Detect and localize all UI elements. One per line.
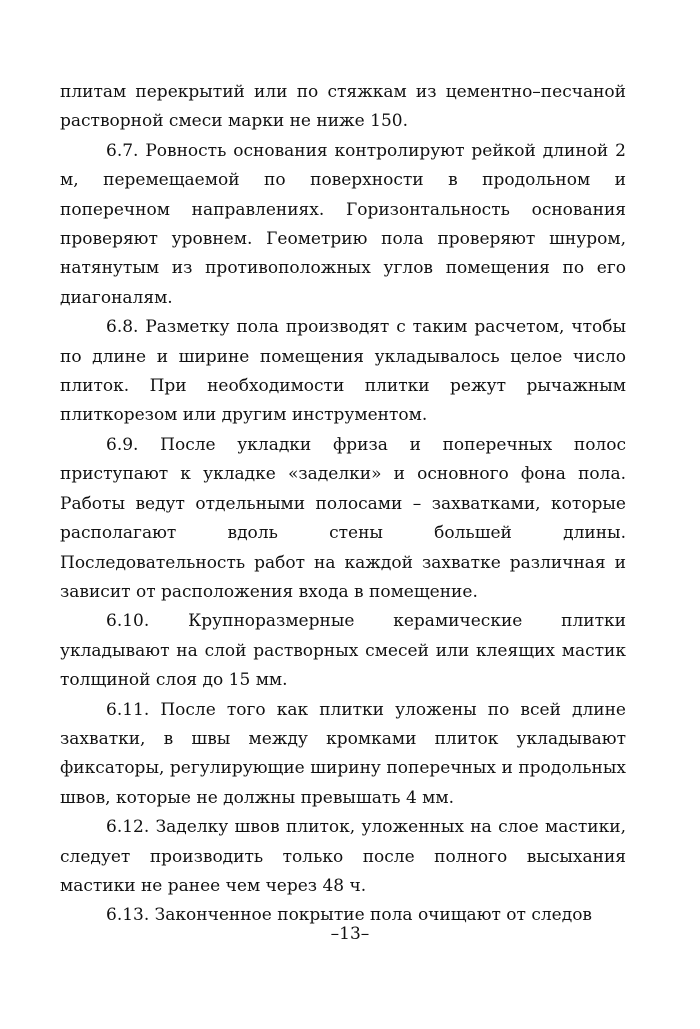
paragraph-6-12: 6.12. Заделку швов плиток, уложенных на слое мастики, следует производить только после полного высыхания мастики не ранее чем через 48 ч. <box>60 817 626 896</box>
page-number: –13– <box>330 924 370 944</box>
paragraph-6-11: 6.11. После того как плитки уложены по всей длине захватки, в швы между кромками плиток укладывают фиксаторы, регулирующие ширину поперечных и продольных швов, которые не должны превышать 4 мм. <box>60 699 626 808</box>
paragraph-6-13: 6.13. Законченное покрытие пола очищают от следов <box>106 905 592 926</box>
paragraph-6-7: 6.7. Ровность основания контролируют рейкой длиной 2 м, перемещаемой по поверхности в продольном и поперечном направлениях. Горизонтальность основания проверяют уровнем. Геометрию пола проверяют шнуром, натянутым из противоположных углов помещения по его диагоналям. <box>60 140 626 308</box>
paragraph-6-8: 6.8. Разметку пола производят с таким расчетом, чтобы по длине и ширине помещения укладывалось целое число плиток. При необходимости плитки режут рычажным плиткорезом или другим инструментом. <box>60 317 626 426</box>
paragraph-continuation: плитам перекрытий или по стяжкам из цементно–песчаной растворной смеси марки не ниже 150. <box>60 82 626 132</box>
paragraph-6-9: 6.9. После укладки фриза и поперечных полос приступают к укладке «заделки» и основного фона пола. Работы ведут отдельными полосами – захватками, которые располагают вдоль стены большей длины. Последовательность работ на каждой захватке различная и зависит от расположения входа в помещение. <box>60 434 626 602</box>
page-body <box>60 78 626 931</box>
paragraph-6-10: 6.10. Крупноразмерные керамические плитки укладывают на слой растворных смесей или клеящих мастик толщиной слоя до 15 мм. <box>60 611 626 691</box>
